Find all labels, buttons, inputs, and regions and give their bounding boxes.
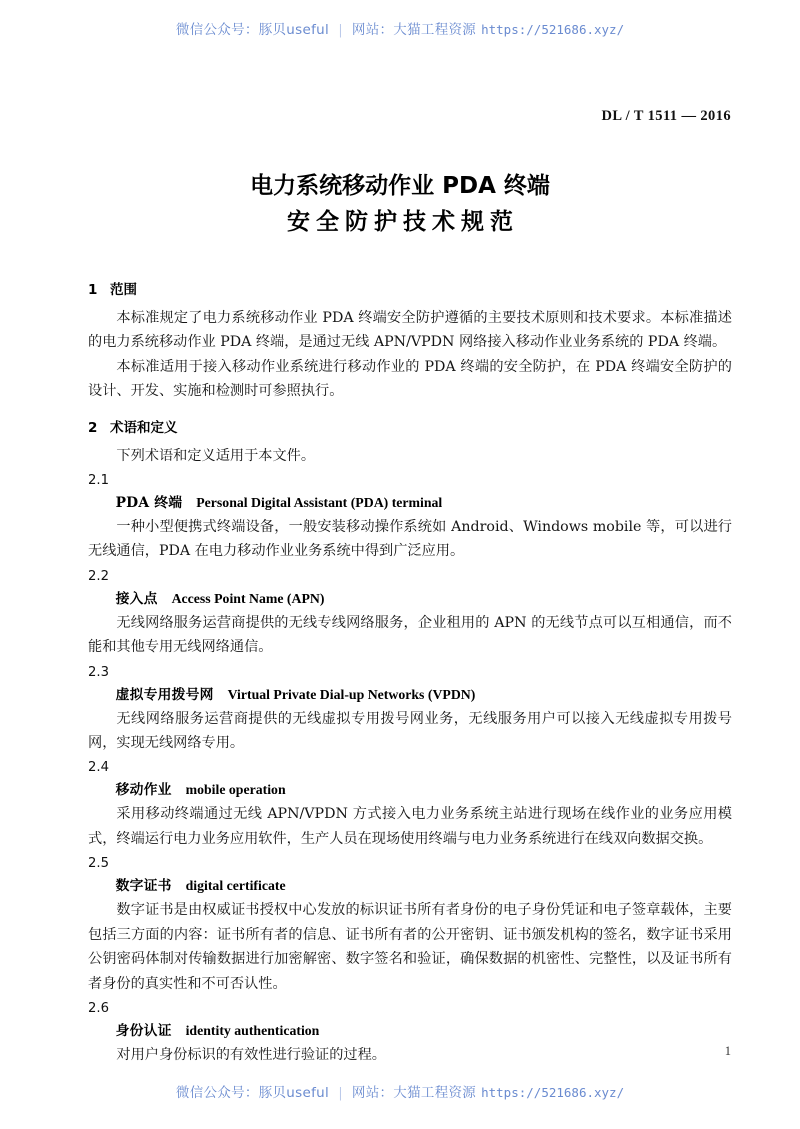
section-1-paragraph-1: 本标准规定了电力系统移动作业 PDA 终端安全防护遵循的主要技术原则和技术要求。本标准描述的电力系统移动作业 PDA 终端，是通过无线 APN/VPDN 网络接入移动作业业务系统的 PDA 终端。 <box>88 310 732 351</box>
section-1-paragraph-2: 本标准适用于接入移动作业系统进行移动作业的 PDA 终端的安全防护，在 PDA 终端安全防护的设计、开发、实施和检测时可参照执行。 <box>88 358 732 400</box>
section-2-intro: 下列术语和定义适用于本文件。 <box>116 447 316 464</box>
title-line-2: 安全防护技术规范 <box>287 209 519 235</box>
term-definition-2-5: 数字证书是由权威证书授权中心发放的标识证书所有者身份的电子身份凭证和电子签章载体，主要包括三方面的内容：证书所有者的信息、证书所有者的公开密钥、证书颁发机构的签名，数字证书采用公钥密码体制对传输数据进行加密解密、数字签名和验证，确保数据的机密性、完整性，以及证书所有者身份的真实性和不可否认性。 <box>88 902 732 992</box>
watermark-url: https://521686.xyz/ <box>481 22 625 37</box>
standard-number: DL / T 1511 — 2016 <box>601 108 731 124</box>
clause-number-2-1: 2.1 <box>88 473 109 489</box>
section-title-1: 范围 <box>110 282 137 298</box>
term-definition-2-4: 采用移动终端通过无线 APN/VPDN 方式接入电力业务系统主站进行现场在线作业的业务应用模式，终端运行电力业务应用软件，生产人员在现场使用终端与电力业务系统进行在线双向数据交换。 <box>88 806 732 847</box>
watermark-wechat-label: 微信公众号：豚贝useful <box>175 22 330 38</box>
watermark-separator-bottom: | <box>338 1085 343 1101</box>
title-line-1: 电力系统移动作业 PDA 终端 <box>250 173 550 199</box>
term-en-2-1: Personal Digital Assistant (PDA) terminal <box>196 495 443 511</box>
term-heading-2-6 <box>88 1019 732 1043</box>
clause-number-2-2: 2.2 <box>88 568 109 584</box>
term-en-2-5: digital certificate <box>185 878 286 894</box>
section-title-2: 术语和定义 <box>110 419 178 436</box>
term-heading-2-4 <box>88 778 732 802</box>
term-definition-2-6: 对用户身份标识的有效性进行验证的过程。 <box>116 1046 386 1063</box>
watermark-url-bottom: https://521686.xyz/ <box>481 1085 625 1100</box>
watermark-separator: | <box>338 22 343 38</box>
section-number-1: 1 <box>88 282 98 298</box>
clause-number-2-3: 2.3 <box>88 664 109 680</box>
term-cn-2-3: 虚拟专用拨号网 <box>115 686 214 703</box>
watermark-site-label-bottom: 网站：大猫工程资源 <box>351 1085 477 1101</box>
section-heading-2 <box>88 418 732 438</box>
document-body <box>88 280 732 1067</box>
term-en-2-2: Access Point Name (APN) <box>171 590 325 606</box>
term-heading-2-2 <box>88 587 732 611</box>
term-definition-2-1: 一种小型便携式终端设备，一般安装移动操作系统如 Android、Windows mobile 等，可以进行无线通信，PDA 在电力移动作业业务系统中得到广泛应用。 <box>88 519 732 560</box>
term-definition-2-2: 无线网络服务运营商提供的无线专线网络服务，企业租用的 APN 的无线节点可以互相通信，而不能和其他专用无线网络通信。 <box>88 614 732 656</box>
term-heading-2-5 <box>88 874 732 898</box>
term-cn-2-2: 接入点 <box>115 590 158 607</box>
watermark-site-label: 网站：大猫工程资源 <box>351 22 477 38</box>
term-heading-2-1 <box>88 491 732 515</box>
clause-number-2-4: 2.4 <box>88 760 109 776</box>
term-cn-2-6: 身份认证 <box>115 1022 172 1039</box>
section-number-2: 2 <box>88 419 98 436</box>
page-number: 1 <box>724 1044 731 1058</box>
term-cn-2-4: 移动作业 <box>115 782 172 799</box>
clause-number-2-5: 2.5 <box>88 856 109 872</box>
watermark-top <box>0 18 800 38</box>
term-cn-2-5: 数字证书 <box>115 878 172 895</box>
term-definition-2-3: 无线网络服务运营商提供的无线虚拟专用拨号网业务，无线服务用户可以接入无线虚拟专用拨号网，实现无线网络专用。 <box>88 710 732 752</box>
clause-number-2-6: 2.6 <box>88 1000 109 1016</box>
term-cn-2-1: PDA 终端 <box>115 495 183 512</box>
section-heading-1 <box>88 280 732 300</box>
watermark-wechat-label-bottom: 微信公众号：豚贝useful <box>175 1085 330 1101</box>
term-heading-2-3 <box>88 683 732 707</box>
watermark-bottom <box>0 1081 800 1101</box>
term-en-2-6: identity authentication <box>185 1022 320 1038</box>
term-en-2-3: Virtual Private Dial-up Networks (VPDN) <box>227 686 476 702</box>
page-title <box>0 168 800 240</box>
term-en-2-4: mobile operation <box>185 782 286 798</box>
